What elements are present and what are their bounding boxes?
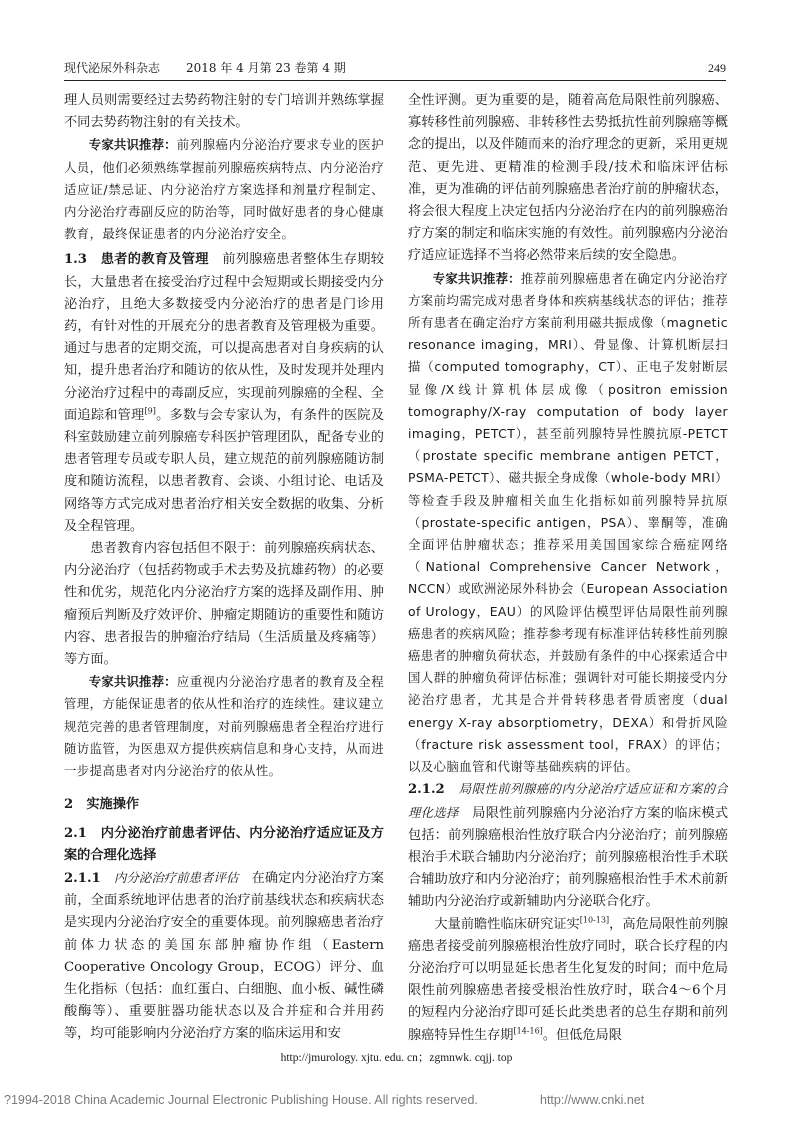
consensus-lead: 专家共识推荐： [88, 674, 177, 690]
consensus-recommendation [64, 671, 384, 782]
paragraph-text: ，高危局限性前列腺癌患者接受前列腺癌根治性放疗同时，联合长疗程的内分泌治疗可以明显延长患者生化复发的时间；而中危局限性前列腺癌患者接受根治性放疗时，联合4～6个月的短程内分泌治疗即可延长此类患者的总生存期和前列腺癌特异性生存期 [408, 916, 728, 1043]
subsection-title: 内分泌治疗前患者评估 [114, 869, 239, 885]
paragraph-text: 大量前瞻性临床研究证实 [434, 916, 580, 932]
subsection-number: 2.1.2 [408, 782, 459, 798]
consensus-lead: 专家共识推荐： [432, 270, 521, 286]
subsection-heading: 2.1 内分泌治疗前患者评估、内分泌治疗适应证及方案的合理化选择 [64, 825, 384, 863]
section-body: 在确定内分泌治疗方案前，全面系统地评估患者的治疗前基线状态和疾病状态是实现内分泌治疗安全的重要体现。前列腺癌患者治疗前体力状态的美国东部肿瘤协作组（Eastern Cooperative Oncology Group，ECOG）评分、血生化指标（包括：血红蛋白、白细胞、血小板、碱性磷酸酶等）、重要脏器功能状态以及合并症和合并用药等，均可能影响内分泌治疗方案的临床运用和安 [64, 870, 384, 1042]
consensus-body: 应重视内分泌治疗患者的教育及全程管理，方能保证患者的依从性和治疗的连续性。建议建立规范完善的患者管理制度，对前列腺癌患者全程治疗进行随访监管，为医患双方提供疾病信息和身心支持，从而进一步提高患者对内分泌治疗的依从性。 [64, 674, 384, 779]
running-header [64, 56, 726, 80]
issue-info: 2018 年 4 月第 23 卷第 4 期 [186, 61, 346, 75]
paragraph: 理人员则需要经过去势药物注射的专门培训并熟练掌握不同去势药物注射的有关技术。 [64, 93, 384, 131]
consensus-lead: 专家共识推荐： [88, 137, 177, 153]
paragraph: 患者教育内容包括但不限于：前列腺癌疾病状态、内分泌治疗（包括药物或手术去势及抗雄药物）的必要性和优劣，规范化内分泌治疗方案的选择及副作用、肿瘤预后判断及疗效评价、肿瘤定期随访的重要性和随访内容、患者报告的肿瘤治疗结局（生活质量及疼痛等）等方面。 [64, 541, 384, 668]
consensus-recommendation [408, 268, 728, 779]
section-1-3 [64, 249, 384, 538]
page-number: 249 [708, 61, 726, 75]
subsection-number: 2.1.1 [64, 870, 114, 886]
subsection-title: 局限性前列腺癌的内分泌治疗适应证和方案的合理化选择 [408, 781, 728, 820]
section-2-1-1 [64, 867, 384, 1046]
citation: [14-16] [513, 1026, 543, 1036]
journal-name: 现代泌尿外科杂志 [64, 61, 161, 75]
consensus-body: 前列腺癌内分泌治疗要求专业的医护人员，他们必须熟练掌握前列腺癌疾病特点、内分泌治疗适应证/禁忌证、内分泌治疗方案选择和剂量疗程制定、内分泌治疗毒副反应的防治等，同时做好患者的身心健康教育，最终保证患者的内分泌治疗安全。 [64, 137, 384, 242]
section-2-1-2 [408, 778, 728, 913]
footer-urls: http://jmurology. xjtu. edu. cn；zgmnwk. cqjj. top [280, 1052, 513, 1064]
citation: [9] [144, 406, 156, 416]
right-column [408, 90, 728, 1070]
consensus-recommendation [64, 134, 384, 245]
header-rule [64, 80, 726, 81]
section-heading: 1.3 患者的教育及管理 [64, 252, 209, 268]
section-body: 前列腺癌患者整体生存期较长，大量患者在接受治疗过程中会短期或长期接受内分泌治疗，且绝大多数接受内分泌治疗的患者是门诊用药，有针对性的开展充分的患者教育及管理极为重要。通过与患者的定期交流，可以提高患者对自身疾病的认知，提升患者治疗和随访的依从性，及时发现并处理内分泌治疗过程中的毒副反应，实现前列腺癌的全程、全面追踪和管理 [64, 252, 384, 423]
paragraph-text: 。但低危局限 [542, 1027, 622, 1043]
paragraph [408, 914, 728, 1047]
left-column [64, 90, 384, 1070]
consensus-body: 推荐前列腺癌患者在确定内分泌治疗方案前均需完成对患者身体和疾病基线状态的评估；推荐所有患者在确定治疗方案前利用磁共振成像（magnetic resonance imaging，MRI）、骨显像、计算机断层扫描（computed tomography，CT）、正电子发射断层显像/X线计算机体层成像（positron emission tomography/X-ray computation of body layer imaging，PETCT），甚至前列腺特异性膜抗原-PETCT（prostate specific membrane antigen PETCT，PSMA-PETCT）、磁共振全身成像（whole-body MRI）等检查手段及肿瘤相关血生化指标如前列腺特异抗原（prostate-specific antigen，PSA）、睾酮等，准确全面评估肿瘤状态；推荐采用美国国家综合癌症网络（National Comprehensive Cancer Network，NCCN）或欧洲泌尿外科协会（European Association of Urology，EAU）的风险评估模型评估局限性前列腺癌患者的疾病风险；推荐参考现有标准评估转移性前列腺癌患者的肿瘤负荷状态，并鼓励有条件的中心探索适合中国人群的肿瘤负荷评估标准；强调针对可能长期接受内分泌治疗患者，尤其是合并骨转移患者骨质密度（dual energy X-ray absorptiometry，DEXA）和骨折风险（fracture risk assessment tool，FRAX）的评估；以及心脑血管和代谢等基础疾病的评估。 [408, 270, 728, 775]
section-heading: 2 实施操作 [64, 797, 140, 813]
copyright-notice: ?1994-2018 China Academic Journal Electronic Publishing House. All rights reserved. [4, 1093, 478, 1107]
cnki-link[interactable]: http://www.cnki.net [540, 1093, 645, 1107]
citation: [10-13] [579, 915, 610, 925]
section-body: 局限性前列腺癌内分泌治疗方案的临床模式包括：前列腺癌根治性放疗联合内分泌治疗；前列腺癌根治手术联合辅助内分泌治疗；前列腺癌根治性手术联合辅助放疗和内分泌治疗；前列腺癌根治性手术术前新辅助内分泌治疗或新辅助内分泌联合化疗。 [408, 805, 728, 910]
paragraph: 全性评测。更为重要的是，随着高危局限性前列腺癌、寡转移性前列腺癌、非转移性去势抵抗性前列腺癌等概念的提出，以及伴随而来的治疗理念的更新，采用更规范、更先进、更精准的检测手段/技术和临床评估标准，更为准确的评估前列腺癌患者治疗前的肿瘤状态，将会很大程度上决定包括内分泌治疗在内的前列腺癌治疗方案的制定和临床实施的有效性。前列腺癌内分泌治疗适应证选择不当将必然带来后续的安全隐患。 [408, 93, 728, 264]
section-body: 。多数与会专家认为，有条件的医院及科室鼓励建立前列腺癌专科医护管理团队，配备专业的患者管理专员或专职人员，建立规范的前列腺癌随访制度和随访流程，以患者教育、会谈、小组讨论、电话及网络等方式完成对患者治疗相关安全数据的收集、分析及全程管理。 [64, 407, 384, 534]
